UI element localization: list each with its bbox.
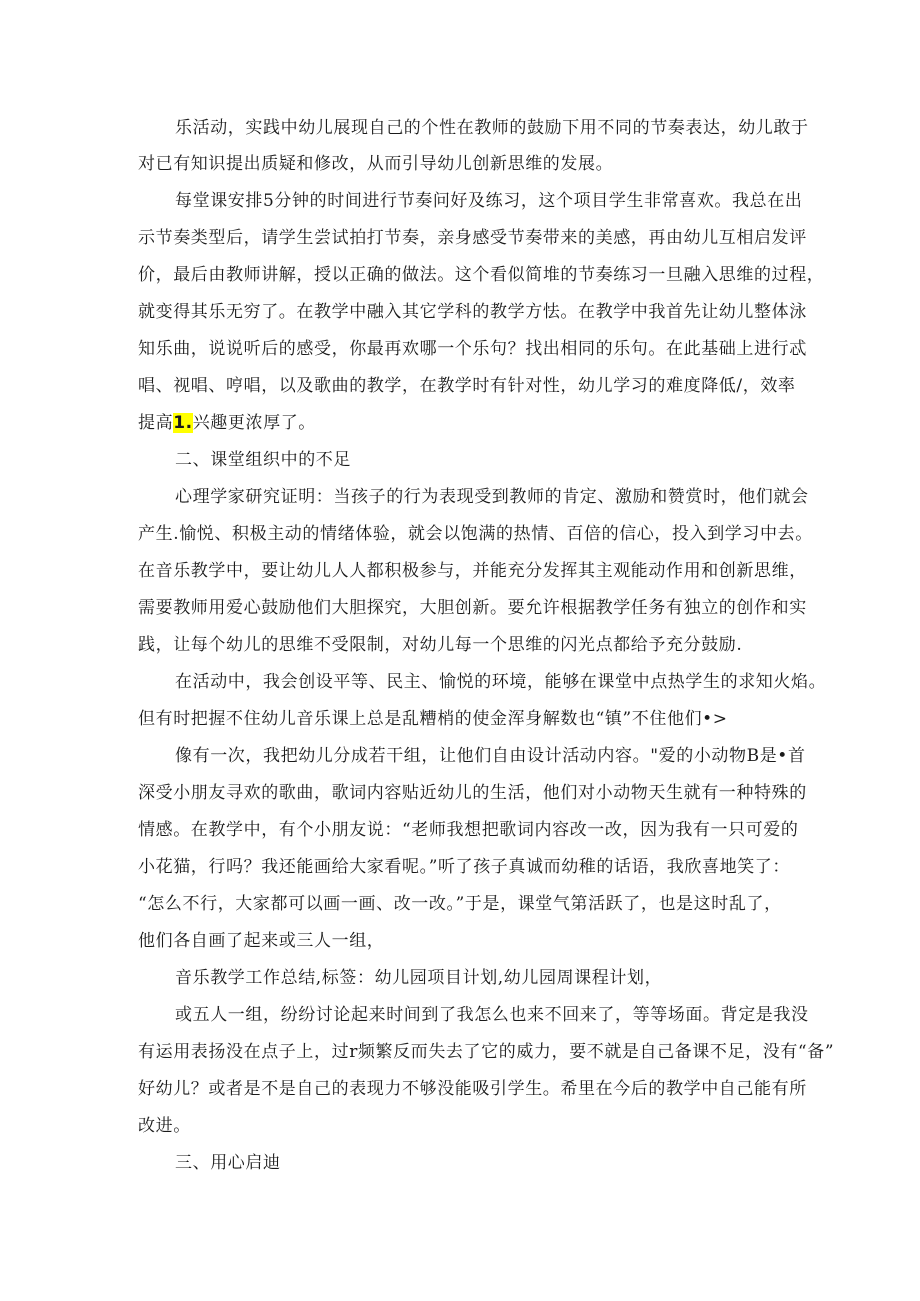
text-line: 示节奏类型后，请学生尝试拍打节奏，亲身感受节奏带来的美感，再由幼儿互相启发评 — [138, 228, 807, 248]
text-line: “怎么不行，大家都可以画一画、改一改。”于是，课堂气第活跃了，也是这时乱了， — [138, 894, 782, 914]
text-line: 价，最后由教师讲解，授以正确的做法。这个看似简堆的节奏练习一旦融入思维的过程， — [138, 265, 825, 285]
text-line: 对已有知识提出质疑和修改，从而引导幼儿创新思维的发展。 — [138, 154, 614, 174]
text-line: 心理学家研究证明：当孩子的行为表现受到教师的肯定、激励和赞赏时，他们就会 — [175, 487, 809, 507]
text-line: 就变得其乐无穷了。在教学中融入其它学科的教学方怯。在教学中我首先让幼儿整体泳 — [138, 302, 807, 322]
text-line: 践，让每个幼儿的思维不受限制，对幼儿每一个思维的闪光点都给予充分鼓励. — [138, 635, 743, 655]
text-line: 但有时把握不住幼儿音乐课上总是乱糟梢的使金浑身解数也“镇”不住他们•> — [138, 709, 728, 729]
section-heading: 三、用心启迪 — [175, 1153, 281, 1173]
text-line: 情感。在教学中，有个小朋友说：“老师我想把歌词内容改一改，因为我有一只可爱的 — [138, 820, 799, 840]
text-line: 在音乐教学中，要让幼儿人人都积极参与，并能充分发挥其主观能动作用和创新思维， — [138, 561, 807, 581]
text-line: 音乐教学工作总结,标签：幼儿园项目计划,幼儿园周课程计划， — [175, 968, 663, 988]
text-line — [138, 412, 316, 434]
text-line: 在活动中，我会创设平等、民主、愉悦的环境，能够在课堂中点热学生的求知火焰。 — [175, 672, 827, 692]
text-line: 像有一次，我把幼儿分成若干组，让他们自由设计活动内容。"爱的小动物B是•首 — [175, 746, 806, 766]
text-line: 或五人一组，纷纷讨论起来时间到了我怎么也来不回来了，等等场面。背定是我没 — [175, 1005, 809, 1025]
text-line: 改进。 — [138, 1116, 191, 1136]
highlighted-marker: 1. — [173, 413, 193, 433]
text-line: 小花猫，行吗？我还能画给大家看呢。”听了孩子真诚而幼稚的话语，我欣喜地笑了： — [138, 857, 790, 877]
text-line: 唱、视唱、哼唱，以及歌曲的教学，在教学时有针对性，幼儿学习的难度降低/，效率 — [138, 376, 796, 396]
text-fragment: 提高 — [138, 413, 174, 433]
text-line: 乐活动，实践中幼儿展现自己的个性在教师的鼓励下用不同的节奏表达，幼儿敢于 — [175, 118, 809, 138]
text-line: 深受小朋友寻欢的歌曲，歌词内容贴近幼儿的生活，他们对小动物天生就有一种特殊的 — [138, 783, 807, 803]
text-line: 知乐曲，说说听后的感受，你最再欢哪一个乐句？找出相同的乐句。在此基础上进行忒 — [138, 339, 807, 359]
text-line: 产生.愉悦、积极主动的情绪体验，就会以饱满的热情、百倍的信心，投入到学习中去。 — [138, 524, 813, 544]
text-line: 他们各自画了起来或三人一组， — [138, 931, 385, 951]
text-line: 需要教师用爱心鼓励他们大胆探究，大胆创新。要允许根据教学任务有独立的创作和实 — [138, 598, 807, 618]
text-line: 每堂课安排5分钟的时间进行节奏问好及练习，这个项目学生非常喜欢。我总在出 — [175, 191, 803, 211]
section-heading: 二、课堂组织中的不足 — [175, 450, 351, 470]
text-line: 好幼儿？或者是不是自己的表现力不够没能吸引学生。希里在今后的教学中自己能有所 — [138, 1079, 807, 1099]
text-fragment: 兴趣更浓厚了。 — [192, 413, 316, 433]
text-line: 有运用表扬没在点子上，过r频繁反而失去了它的威力，要不就是自己备课不足，没有“备” — [138, 1042, 835, 1062]
